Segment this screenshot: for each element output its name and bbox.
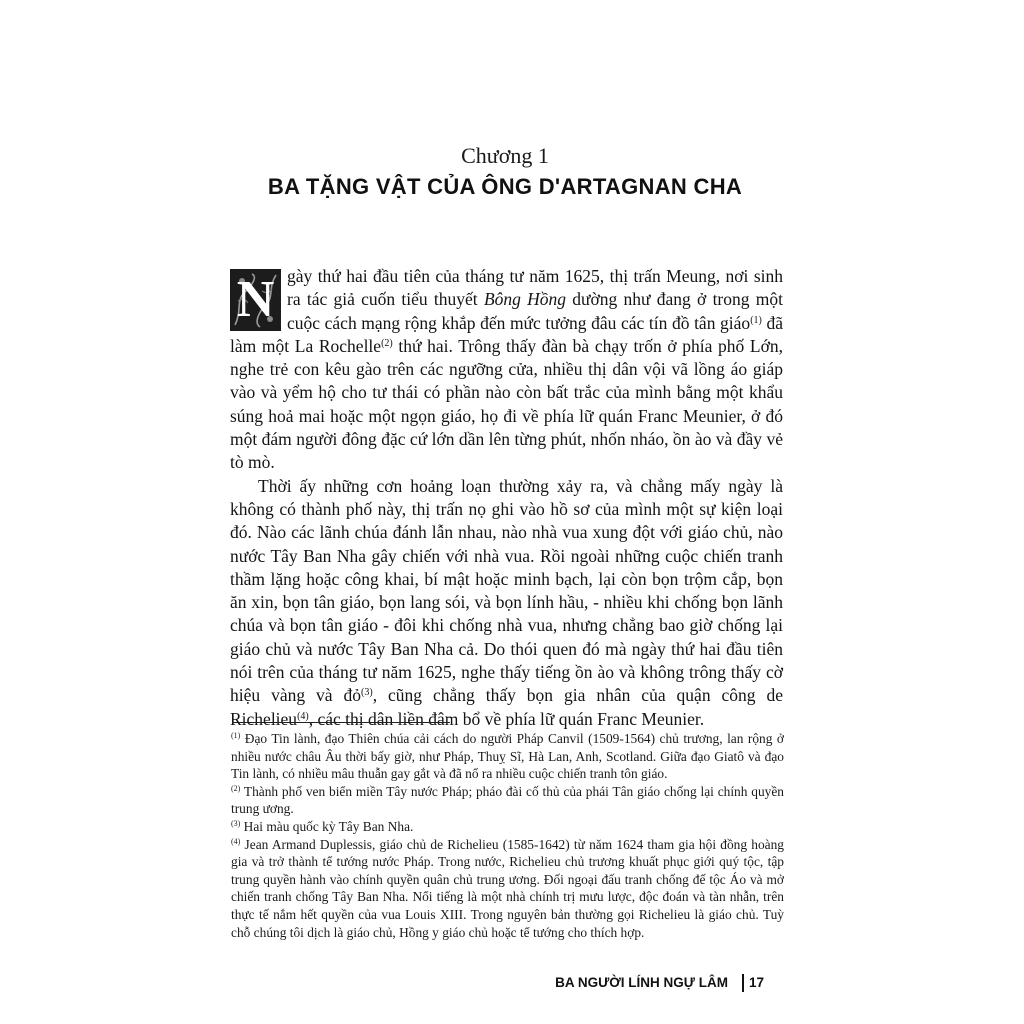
paragraph-2: Thời ấy những cơn hoảng loạn thường xảy ra, và chẳng mấy ngày là không có thành phố này, thị trấn nọ ghi vào hồ sơ của mình một sự kiện loại đó. Nào các lãnh chúa đánh lẫn nhau, nào nhà vua xung đột với giáo chủ, nào nước Tây Ban Nha gây chiến với nhà vua. Rồi ngoài những cuộc chiến tranh thầm lặng hoặc công khai, bí mật hoặc minh bạch, lại còn bọn trộm cắp, bọn ăn xin, bọn tân giáo, bọn lang sói, và bọn lính hầu, - nhiều khi chống bọn lãnh chúa và bọn tân giáo - đôi khi chống nhà vua, nhưng chẳng bao giờ chống lại giáo chủ và nước Tây Ban Nha cả. Do thói quen đó mà ngày thứ hai đầu tiên nói trên của tháng tư năm 1625, nghe thấy tiếng ồn ào và không trông thấy cờ hiệu vàng và đỏ$^{(3)}$, cũng chẳng thấy bọn gia nhân của quận công de Richelieu$^{(4)}$, các thị dân liền đâm bổ về phía lữ quán Franc Meunier. (230, 475, 784, 729)
body-text (230, 265, 783, 731)
footnote-2: $^{(2)}$ Thành phố ven biển miền Tây nước Pháp; pháo đài cố thủ của phái Tân giáo chống lại chính quyền trung ương. (231, 783, 784, 817)
footnote-ref-1[interactable]: (1) (750, 314, 762, 326)
book-title-italic: Bông Hồng (483, 289, 567, 310)
footnotes (231, 730, 784, 941)
paragraph-1: N gày thứ hai đầu tiên của tháng tư năm 1625, thị trấn Meung, nơi sinh ra tác giả cuốn tiểu thuyết Bông Hồng dường như đang ở trong một cuộc cách mạng rộng khắp đến mức tưởng đâu các tín đồ tân giáo$^{(1)}$ đã làm một La Rochelle$^{(2)}$ thứ hai. Trông thấy đàn bà chạy trốn ở phía phố Lớn, nghe trẻ con kêu gào trên các ngưỡng cửa, nhiều thị dân vội vã lồng áo giáp vào và yểm hộ cho tư thái có phần nào còn bất trắc của mình bằng một khẩu súng hoả mai hoặc một ngọn giáo, họ đi về phía lữ quán Franc Meunier, ở đó một đám người đông đặc cứ lớn dần lên từng phút, nhốn nháo, ồn ào và đầy vẻ tò mò. (230, 266, 783, 473)
footnote-ref-2[interactable]: (2) (381, 337, 393, 349)
page-number: 17 (748, 975, 764, 990)
footnote-4: $^{(4)}$ Jean Armand Duplessis, giáo chủ de Richelieu (1585-1642) từ năm 1624 tham gia hội đồng hoàng gia và trở thành tể tướng nước Pháp. Trong nước, Richelieu chủ trương khuất phục giới quý tộc, tập trung quyền hành vào chính quyền quân chủ trung ương. Đối ngoại đấu tranh chống đế tộc Áo và mở chiến tranh chống Tây Ban Nha. Nổi tiếng là một nhà chính trị mưu lược, độc đoán và tàn nhẫn, trên thực tế nắm hết quyền của vua Louis XIII. Trong nguyên bản thường gọi Richelieu là giáo chủ. Tuỳ chỗ chúng tôi dịch là giáo chủ, Hồng y giáo chủ hoặc tể tướng cho thích hợp. (231, 836, 784, 940)
footer-separator (742, 974, 744, 992)
footnote-ref-3[interactable]: (3) (361, 687, 373, 699)
chapter-number: Chương 1 (461, 143, 549, 168)
dropcap-ornament (230, 269, 281, 331)
footnote-3: $^{(3)}$ Hai màu quốc kỳ Tây Ban Nha. (231, 818, 414, 834)
dropcap-letter: N (236, 271, 275, 328)
page-footer (520, 973, 788, 993)
footnote-1: $^{(1)}$ Đạo Tin lành, đạo Thiên chúa cải cách do người Pháp Canvil (1509-1564) chủ trương, lan rộng ở nhiều nước châu Âu thời bấy giờ, như Pháp, Thuỵ Sĩ, Hà Lan, Anh, Scotland. Giữa đạo Giatô và đạo Tin lành, có nhiều mâu thuẫn gay gắt và đã nổ ra nhiều cuộc chiến tranh tôn giáo. (231, 731, 784, 782)
footnote-divider (232, 722, 450, 723)
footnote-ref-4[interactable]: (4) (297, 710, 309, 722)
running-title: BA NGƯỜI LÍNH NGỰ LÂM (555, 975, 728, 990)
chapter-title: BA TẶNG VẬT CỦA ÔNG D'ARTAGNAN CHA (267, 174, 743, 199)
